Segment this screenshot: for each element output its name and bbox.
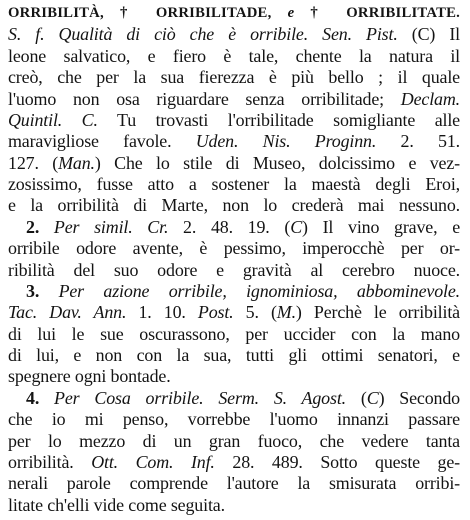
text-segment: orribilità. [8, 451, 92, 472]
text-line [8, 366, 460, 387]
text-line [8, 174, 460, 195]
text-line [8, 302, 460, 323]
text-segment: 2. 51. [376, 131, 460, 152]
text-segment: (C) Il [397, 24, 460, 45]
text-line [8, 24, 460, 45]
text-line [8, 495, 460, 516]
text-segment: ) Il vino grave, e [302, 216, 460, 237]
text-line [8, 473, 460, 494]
text-line [8, 260, 460, 281]
text-segment: l'uomo non osa riguardare senza orribilitade; [8, 88, 401, 109]
text-segment: 1. 10. [126, 302, 198, 323]
text-line [8, 67, 460, 88]
citation: Declam. [400, 88, 460, 109]
text-segment: creò, che per la sua fierezza è più bello ; il quale [8, 67, 460, 88]
citation: Man. [58, 152, 95, 173]
text-segment: ( [346, 387, 367, 408]
sense-3-line [8, 281, 460, 302]
text-segment: 28. 489. Sotto queste ge- [214, 451, 461, 472]
sense-number: 4. [26, 387, 55, 408]
text-segment: Tu trovasti l'orribilitade somigliante alle [97, 109, 460, 130]
citation: Ott. Com. Inf. [91, 451, 215, 472]
text-segment: che io mi penso, vorrebbe l'uomo innanzi passare [8, 409, 460, 430]
entry-headword-line [8, 3, 460, 24]
text-line [8, 345, 460, 366]
text-segment: per lo mezzo di un gran fuoco, che vedere tanta [8, 430, 460, 451]
citation: Tac. Dav. Ann. [8, 302, 127, 323]
text-line [8, 131, 460, 152]
sense-label: Per azione orribile, ignominiosa, abbominevole. [58, 280, 460, 301]
sense-label: Per simil. Cr. [53, 216, 169, 237]
text-line [8, 409, 460, 430]
text-line [8, 431, 460, 452]
citation: Uden. Nis. Proginn. [195, 131, 377, 152]
headword-variant: † ORRIBILITATE. [294, 5, 460, 21]
text-segment: nerali parole comprende l'autore la smisurata orribi- [8, 473, 460, 494]
sense-label: Per Cosa orribile. Serm. S. Agost. [54, 387, 347, 408]
text-segment: e la orribilità di Marte, non lo crederà mai nessuno. [8, 195, 460, 216]
citation: Quintil. C. [8, 109, 98, 130]
text-segment: zosissimo, fusse atto a sostener la maestà degli Eroi, [8, 174, 460, 194]
text-segment: di lui le sue oscurassono, per uccider con la mano [8, 323, 460, 344]
text-line [8, 46, 460, 67]
text-segment: orribile odore avente, è pessimo, imperocchè per or- [8, 238, 460, 259]
text-segment: di lui, e non con la sua, tutti gli ottimi senatori, e [8, 345, 460, 365]
text-segment: ) Secondo [378, 387, 460, 408]
sense-number: 2. [26, 216, 54, 237]
citation: M. [276, 302, 296, 323]
text-line [8, 89, 460, 110]
text-segment: ribilità del suo odore e gravità al cerebro nuoce. [8, 259, 460, 280]
text-line [8, 195, 460, 216]
text-segment: spegnere ogni bontade. [8, 366, 171, 387]
text-line [8, 110, 460, 131]
sense-4-line [8, 388, 460, 409]
headword-conjunction: e [287, 5, 295, 21]
text-line [8, 153, 460, 174]
text-line [8, 324, 460, 345]
sense-2-line [8, 217, 460, 238]
text-line [8, 238, 460, 259]
citation: C [366, 387, 379, 408]
text-segment: leone salvatico, e fiero è tale, chente la natura il [8, 45, 460, 66]
text-segment: ) Che lo stile di Museo, dolcissimo e vez- [94, 152, 460, 173]
headword: ORRIBILITÀ, † ORRIBILITADE, [8, 5, 288, 21]
text-segment: 127. ( [8, 152, 59, 173]
text-segment: 2. 48. 19. ( [168, 216, 291, 237]
text-line [8, 452, 460, 473]
text-segment: maravigliose favole. [8, 131, 196, 152]
citation: C [290, 216, 303, 237]
sense-number: 3. [26, 280, 59, 301]
text-segment: litate ch'elli vide come seguita. [8, 494, 225, 515]
citation: Post. [197, 302, 234, 323]
text-segment: 5. ( [233, 302, 277, 323]
text-segment: ) Perchè le orribilità [295, 302, 460, 323]
definition: S. f. Qualità di ciò che è orribile. Sen. Pist. [8, 24, 398, 45]
